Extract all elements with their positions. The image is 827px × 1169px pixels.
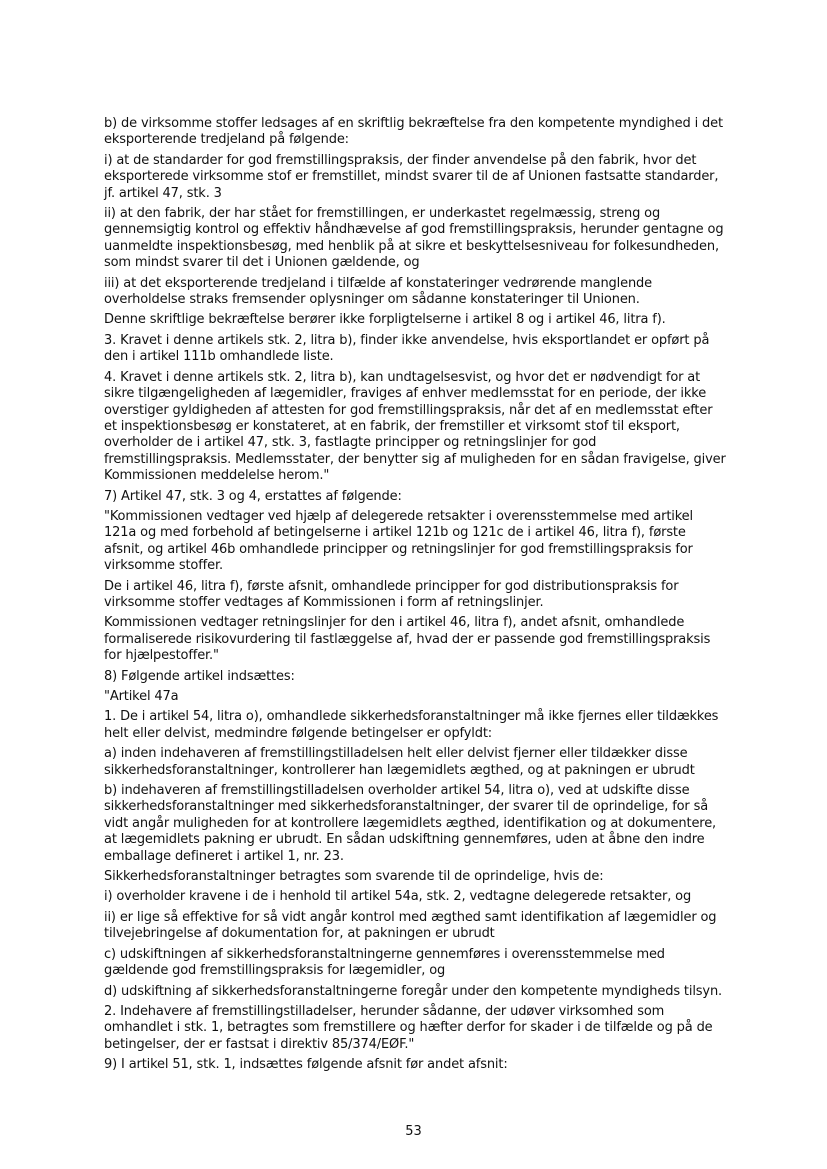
paragraph: 2. Indehavere af fremstillingstilladelser, herunder sådanne, der udøver virksomhed som omhandlet i stk. 1, betragtes som fremstillere og hæfter derfor for skader i de tilfælde og på de betingelser, der er fastsat i direktiv 85/374/EØF." [104,1003,713,1052]
paragraph: i) overholder kravene i de i henhold til artikel 54a, stk. 2, vedtagne delegerede retsakter, og [104,889,692,905]
paragraph: 9) I artikel 51, stk. 1, indsættes følgende afsnit før andet afsnit: [104,1057,508,1073]
paragraph: 4. Kravet i denne artikels stk. 2, litra b), kan undtagelsesvist, og hvor det er nødvendigt for at sikre tilgængeligheden af lægemidler, fraviges af enhver medlemsstat for en periode, der ikke overstiger gyldigheden af attesten for god fremstillingspraksis, når det af en medlemsstat efter et inspektionsbesøg er konstateret, at en fabrik, der fremstiller et virksomt stof til eksport, overholder de i artikel 47, stk. 3, fastlagte principper og retningslinjer for god fremstillingspraksis. Medlemsstater, der benytter sig af muligheden for en sådan fravigelse, giver Kommissionen meddelelse herom." [104,369,726,484]
paragraph: b) indehaveren af fremstillingstilladelsen overholder artikel 54, litra o), ved at udskifte disse sikkerhedsforanstaltninger med sikkerhedsforanstaltninger, der svarer til de oprindelige, for så vidt angår muligheden for at kontrollere lægemidlets ægthed, identifikation og at dokumentere, at lægemidlets pakning er ubrudt. En sådan udskiftning gennemføres, uden at åbne den indre emballage defineret i artikel 1, nr. 23. [104,783,717,864]
paragraph: b) de virksomme stoffer ledsages af en skriftlig bekræftelse fra den kompetente myndighed i det eksporterende tredjeland på følgende: [104,116,723,148]
paragraph: Kommissionen vedtager retningslinjer for den i artikel 46, litra f), andet afsnit, omhandlede formaliserede risikovurdering til fastlæggelse af, hvad der er passende god fremstillingspraksis for hjælpestoffer." [104,615,711,664]
paragraph: 7) Artikel 47, stk. 3 og 4, erstattes af følgende: [104,488,402,504]
paragraph: Denne skriftlige bekræftelse berører ikke forpligtelserne i artikel 8 og i artikel 46, litra f). [104,312,666,328]
paragraph: 1. De i artikel 54, litra o), omhandlede sikkerhedsforanstaltninger må ikke fjernes eller tildækkes helt eller delvist, medmindre følgende betingelser er opfyldt: [104,709,719,741]
paragraph: "Kommissionen vedtager ved hjælp af delegerede retsakter i overensstemmelse med artikel 121a og med forbehold af betingelserne i artikel 121b og 121c de i artikel 46, litra f), første afsnit, og artikel 46b omhandlede principper og retningslinjer for god fremstillingspraksis for virksomme stoffer. [104,508,693,574]
paragraph: c) udskiftningen af sikkerhedsforanstaltningerne gennemføres i overensstemmelse med gældende god fremstillingspraksis for lægemidler, og [104,946,665,979]
paragraph: a) inden indehaveren af fremstillingstilladelsen helt eller delvist fjerner eller tildækker disse sikkerhedsforanstaltninger, kontrollerer han lægemidlets ægthed, og at pakningen er ubrudt [104,746,695,778]
paragraph: ii) er lige så effektive for så vidt angår kontrol med ægthed samt identifikation af lægemidler og tilvejebringelse af dokumentation for, at pakningen er ubrudt [104,909,717,942]
page-number: 53 [405,1124,422,1139]
paragraph: De i artikel 46, litra f), første afsnit, omhandlede principper for god distributionspraksis for virksomme stoffer vedtages af Kommissionen i form af retningslinjer. [104,578,679,610]
paragraph: "Artikel 47a [104,689,179,704]
paragraph: iii) at det eksporterende tredjeland i tilfælde af konstateringer vedrørende manglende overholdelse straks fremsender oplysninger om sådanne konstateringer til Unionen. [104,275,652,308]
paragraph: ii) at den fabrik, der har stået for fremstillingen, er underkastet regelmæssig, streng og gennemsigtig kontrol og effektiv håndhævelse af god fremstillingspraksis, herunder gentagne og uanmeldte inspektionsbesøg, med henblik på at sikre et beskyttelsesniveau for folkesundheden, som mindst svarer til det i Unionen gældende, og [104,206,724,271]
paragraph: Sikkerhedsforanstaltninger betragtes som svarende til de oprindelige, hvis de: [104,869,604,885]
paragraph: 8) Følgende artikel indsættes: [104,668,295,684]
paragraph: d) udskiftning af sikkerhedsforanstaltningerne foregår under den kompetente myndigheds tilsyn. [104,983,723,999]
paragraph: i) at de standarder for god fremstillingspraksis, der finder anvendelse på den fabrik, hvor det eksporterede virksomme stof er fremstillet, mindst svarer til de af Unionen fastsatte standarder, jf. artikel 47, stk. 3 [104,152,719,201]
body-text [104,116,726,1078]
paragraph: 3. Kravet i denne artikels stk. 2, litra b), finder ikke anvendelse, hvis eksportlandet er opført på den i artikel 111b omhandlede liste. [104,332,710,365]
